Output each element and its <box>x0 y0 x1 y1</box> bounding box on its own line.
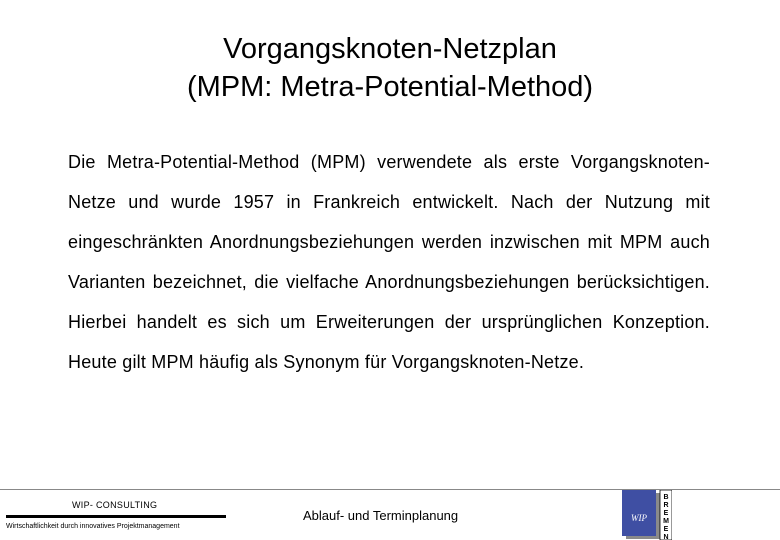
logo-side-letter: B <box>663 494 669 501</box>
logo-side-letter: N <box>663 534 669 540</box>
footer-company-bar <box>6 515 226 518</box>
logo-side-letter: E <box>663 510 669 517</box>
wip-bremen-logo <box>620 490 672 540</box>
slide-title-line2: (MPM: Metra-Potential-Method) <box>186 71 594 103</box>
slide-title <box>0 30 780 106</box>
body-paragraph: Die Metra-Potential-Method (MPM) verwendete als erste Vorgangsknoten-Netze und wurde 1957 in Frankreich entwickelt. Nach der Nutzung mit eingeschränkten Anordnungsbeziehungen werden inzwischen mit MPM auch Varianten bezeichnet, die vielfache Anordnungsbeziehungen berücksichtigen. Hierbei handelt es sich um Erweiterungen der ursprünglichen Konzeption. Heute gilt MPM häufig als Synonym für Vorgangsknoten-Netze. <box>68 152 710 372</box>
logo-text: WIP <box>631 513 647 523</box>
slide-title-line1: Vorgangsknoten-Netzplan <box>223 33 557 65</box>
footer-topic: Ablauf- und Terminplanung <box>303 508 459 523</box>
footer-company-name: WIP- CONSULTING <box>72 500 158 510</box>
logo-side-letter: R <box>663 502 669 509</box>
logo-side-letter: M <box>663 518 669 525</box>
logo-side-letter: E <box>663 526 669 533</box>
footer-company-tagline: Wirtschaftlichkeit durch innovatives Projektmanagement <box>6 523 180 530</box>
